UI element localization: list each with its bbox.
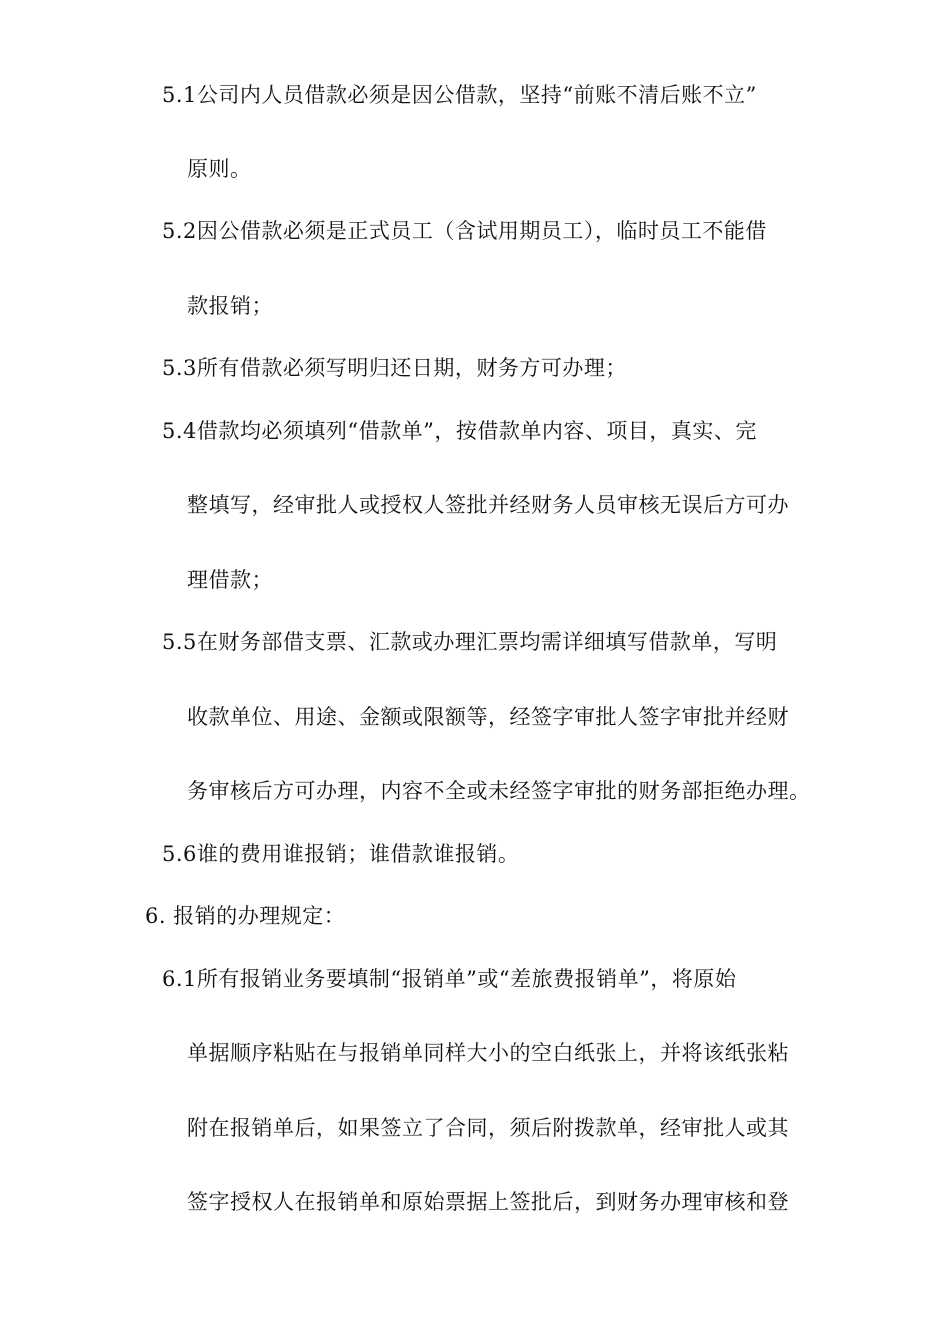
clause-5-4-line-1: 5.4借款均必须填列“借款单”，按借款单内容、项目，真实、完 [162,419,757,443]
clause-5-2-line-1: 5.2因公借款必须是正式员工（含试用期员工），临时员工不能借 [162,219,767,243]
clause-5-1-line-1: 5.1公司内人员借款必须是因公借款，坚持“前账不清后账不立” [162,83,757,107]
clause-5-4-line-2: 整填写，经审批人或授权人签批并经财务人员审核无误后方可办 [187,493,789,517]
clause-6-1-line-3: 附在报销单后，如果签立了合同，须后附拨款单，经审批人或其 [187,1116,789,1140]
clause-5-5-line-2: 收款单位、用途、金额或限额等，经签字审批人签字审批并经财 [187,705,789,729]
clause-6-1-line-1: 6.1所有报销业务要填制“报销单”或“差旅费报销单”，将原始 [162,967,737,991]
clause-5-2-line-2: 款报销； [187,294,273,318]
clause-5-5-line-1: 5.5在财务部借支票、汇款或办理汇票均需详细填写借款单，写明 [162,630,778,654]
section-6-heading: 6. 报销的办理规定： [145,904,346,928]
clause-5-1-line-2: 原则。 [187,157,252,181]
clause-6-1-line-4: 签字授权人在报销单和原始票据上签批后，到财务办理审核和登 [187,1190,789,1214]
clause-5-6-line-1: 5.6谁的费用谁报销；谁借款谁报销。 [162,842,520,866]
clause-5-5-line-3: 务审核后方可办理，内容不全或未经签字审批的财务部拒绝办理。 [187,779,811,803]
clause-6-1-line-2: 单据顺序粘贴在与报销单同样大小的空白纸张上，并将该纸张粘 [187,1041,789,1065]
clause-5-4-line-3: 理借款； [187,568,273,592]
clause-5-3-line-1: 5.3所有借款必须写明归还日期，财务方可办理； [162,356,627,380]
